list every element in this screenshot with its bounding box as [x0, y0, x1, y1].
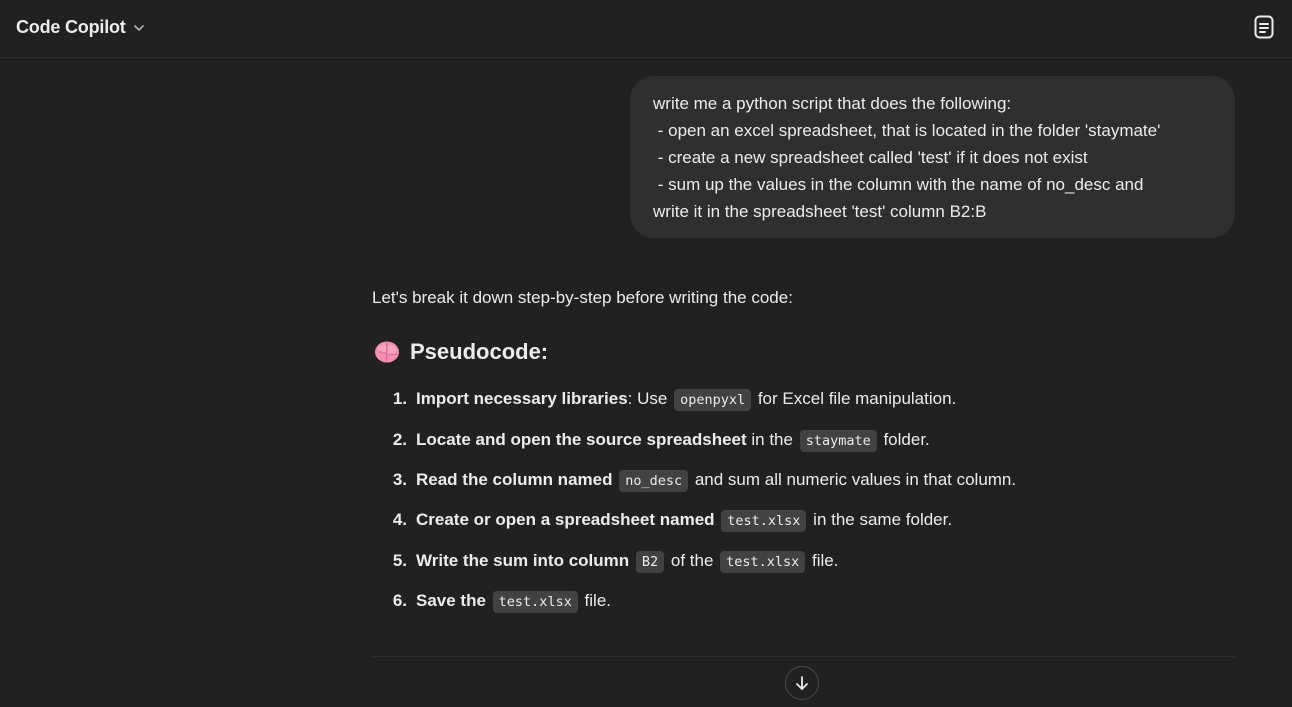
model-selector[interactable]: [8, 10, 154, 44]
top-bar: [0, 0, 1292, 58]
step-title: Save the: [416, 591, 486, 611]
inline-code: staymate: [800, 430, 877, 452]
assistant-intro: Let's break it down step-by-step before writing the code:: [372, 288, 793, 307]
step-text: [612, 470, 617, 489]
step-text: [486, 591, 491, 610]
divider: [372, 656, 1235, 657]
step-title: Locate and open the source spreadsheet: [416, 429, 747, 449]
scroll-to-bottom-button[interactable]: [785, 666, 819, 700]
section-heading-text: Pseudocode:: [410, 339, 549, 364]
step-title: Write the sum into column: [416, 550, 630, 570]
step-text: in the: [746, 429, 798, 449]
step-text: of the: [666, 550, 719, 570]
step-text: [629, 551, 634, 570]
list-item: [372, 460, 1235, 500]
step-title: Import necessary libraries: [416, 389, 628, 409]
step-number: 4.: [392, 510, 407, 530]
arrow-down-icon: [794, 675, 810, 691]
step-number: 3.: [392, 469, 407, 489]
step-text: file.: [579, 591, 612, 611]
list-item: [372, 500, 1235, 540]
list-item: [372, 419, 1235, 459]
step-text: folder.: [878, 429, 930, 449]
list-item: [372, 379, 1235, 419]
user-message-bubble: write me a python script that does the following: - open an excel spreadsheet, that is located in the folder 'staymate' - create a new spreadsheet called 'test' if it does not exist - sum up the values in the column with the name of no_desc and write it in the spreadsheet 'test' column B2:B: [630, 76, 1235, 238]
model-name: Code Copilot: [16, 16, 126, 37]
step-number: 2.: [392, 429, 407, 449]
step-text: [715, 510, 720, 529]
step-title: Read the column named: [416, 469, 613, 489]
list-item: [372, 581, 1235, 621]
step-text: in the same folder.: [808, 510, 953, 530]
inline-code: openpyxl: [674, 389, 751, 411]
assistant-message: [372, 284, 1235, 621]
inline-code: B2: [636, 551, 664, 573]
inline-code: test.xlsx: [720, 551, 805, 573]
brain-emoji: [374, 340, 400, 364]
list-item: [372, 541, 1235, 581]
notes-icon[interactable]: [1250, 12, 1278, 42]
inline-code: no_desc: [619, 470, 688, 492]
pseudocode-steps: [372, 379, 1235, 621]
step-number: 6.: [392, 591, 407, 611]
chevron-down-icon: [132, 21, 146, 35]
step-number: 5.: [392, 550, 407, 570]
step-text: for Excel file manipulation.: [753, 389, 957, 409]
step-text: and sum all numeric values in that column.: [690, 469, 1017, 489]
step-text: file.: [807, 550, 839, 570]
inline-code: test.xlsx: [721, 510, 806, 532]
inline-code: test.xlsx: [493, 591, 578, 613]
pseudocode-heading: [372, 338, 1235, 366]
step-text: : Use: [627, 389, 673, 409]
step-title: Create or open a spreadsheet named: [416, 510, 715, 530]
step-number: 1.: [392, 389, 407, 409]
